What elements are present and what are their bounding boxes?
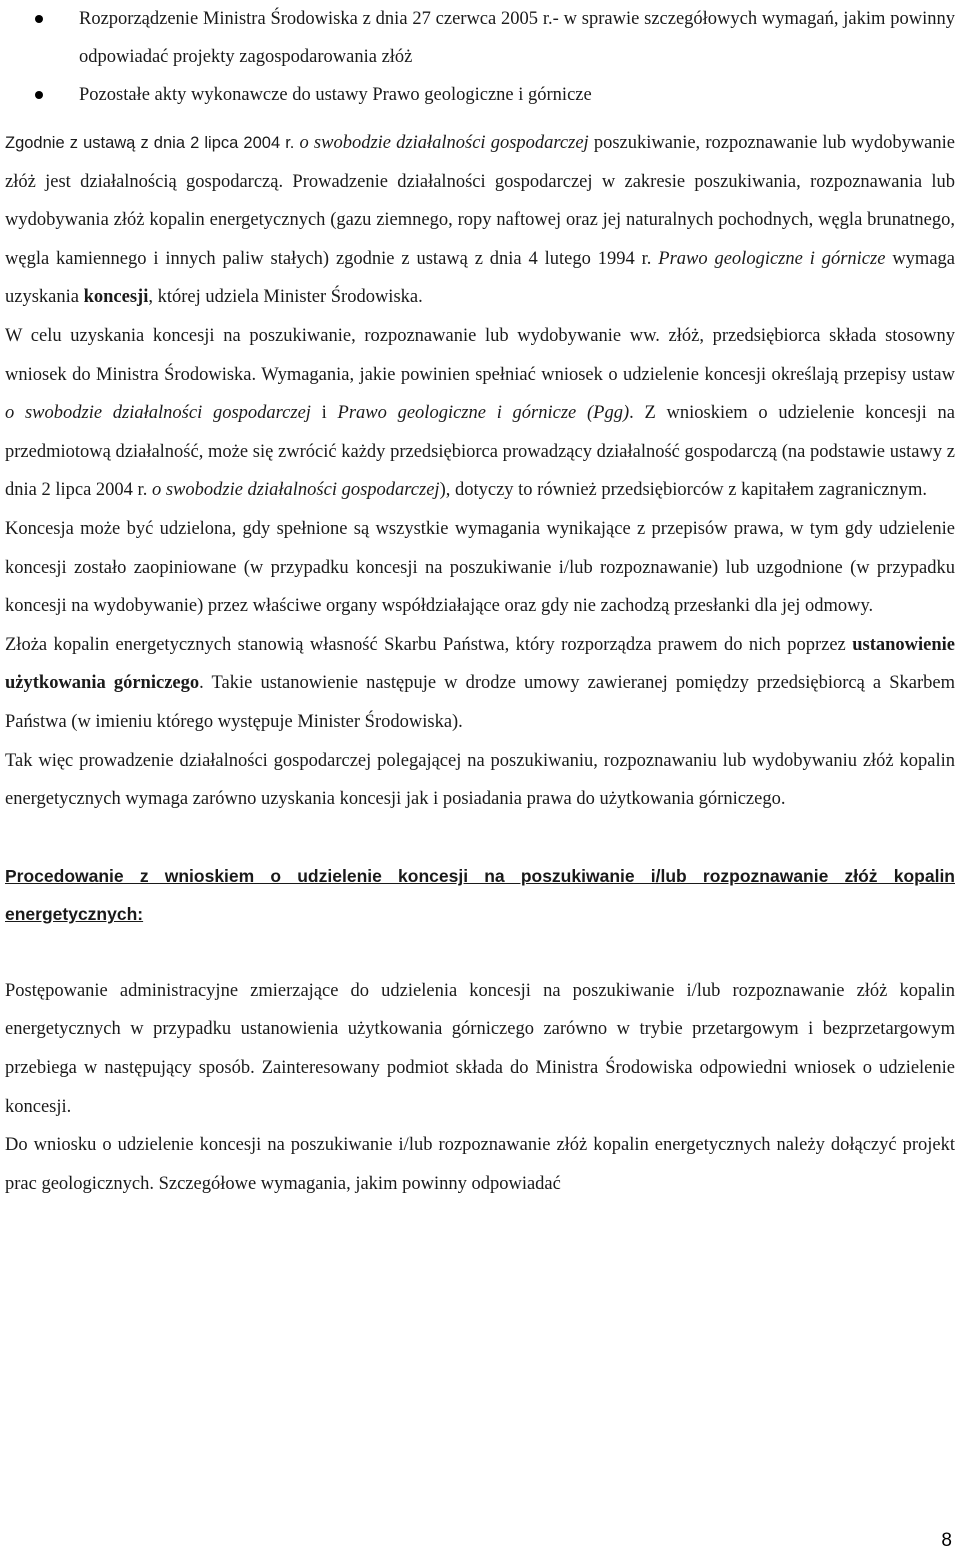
section-heading: Procedowanie z wnioskiem o udzielenie koncesji na poszukiwanie i/lub rozpoznawanie złóż kopalin energetycznych: [5, 865, 955, 925]
paragraph-podsumowanie: Tak więc prowadzenie działalności gospodarczej polegającej na poszukiwaniu, rozpoznawaniu lub wydobywaniu złóż kopalin energetycznych wymaga zarówno uzyskania koncesji jak i posiadania prawa do użytkowania górniczego. [5, 750, 955, 810]
bold-term: koncesji [83, 287, 149, 308]
list-item-text: Pozostałe akty wykonawcze do ustawy Prawo geologiczne i górnicze [79, 85, 592, 105]
list-item [5, 76, 955, 114]
text-span: ), dotyczy to również przedsiębiorców z kapitałem zagranicznym. [439, 480, 928, 501]
document-page [5, 0, 955, 1203]
paragraph-warunki: Koncesja może być udzielona, gdy spełnione są wszystkie wymagania wynikające z przepisów prawa, w tym gdy udzielenie koncesji zostało zaopiniowane (w przypadku koncesji na poszukiwanie i/lub rozpoznawanie) lub uzgodnione (w przypadku koncesji na wydobywanie) przez właściwe organy współdziałające oraz gdy nie zachodzą przesłanki dla jej odmowy. [5, 518, 955, 617]
paragraph-postepowanie: Postępowanie administracyjne zmierzające do udzielenia koncesji na poszukiwanie i/lub rozpoznawanie złóż kopalin energetycznych w przypadku ustanowienia użytkowania górniczego zarówno w trybie przetargowym i bezprzetargowym przebiega w następujący sposób. Zainteresowany podmiot składa do Ministra Środowiska odpowiedni wniosek o udzielenie koncesji. [5, 980, 955, 1117]
italic-act-title: Prawo geologiczne i górnicze (Pgg) [337, 403, 630, 424]
paragraph-wniosek [5, 317, 955, 510]
text-span: , której udziela Minister Środowiska. [148, 287, 423, 308]
text-span: . Z wnioskiem o udzielenie koncesji na przedmiotową działalność, może się zwrócić każdy przedsiębiorca prowadzący działalność gospodarczą (na podstawie ustawy z dnia 2 lipca 2004 r. [5, 403, 955, 501]
text-span: Zgodnie z ustawą z dnia 2 lipca 2004 r. [5, 134, 295, 152]
italic-act-title: o swobodzie działalności gospodarczej [299, 133, 589, 153]
italic-act-title: o swobodzie działalności gospodarczej [151, 480, 440, 501]
text-span: wymaga uzyskania [5, 248, 955, 308]
text-span: i [321, 403, 327, 424]
list-item-text: Rozporządzenie Ministra Środowiska z dnia 27 czerwca 2005 r.- w sprawie szczegółowych wymagań, jakim powinny odpowiadać projekty zagospodarowania złóż [79, 9, 955, 67]
paragraph-projekt-prac: Do wniosku o udzielenie koncesji na poszukiwanie i/lub rozpoznawanie złóż kopalin energetycznych należy dołączyć projekt prac geologicznych. Szczegółowe wymagania, jakim powinny odpowiadać [5, 1135, 955, 1194]
bullet-icon [35, 91, 43, 99]
text-span: poszukiwanie, rozpoznawanie lub wydobywanie złóż jest działalnością gospodarczą. [5, 133, 955, 192]
bullet-list [5, 0, 955, 114]
italic-act-title: o swobodzie działalności gospodarczej [5, 403, 311, 424]
bold-term: ustanowienie użytkowania górniczego [5, 634, 955, 694]
italic-act-title: Prawo geologiczne i górnicze [658, 248, 886, 269]
paragraph-koncesja-intro [5, 124, 955, 317]
list-item [5, 0, 955, 76]
bullet-icon [35, 15, 43, 23]
text-span: Prowadzenie działalności gospodarczej w zakresie poszukiwania, rozpoznawania lub wydobywania złóż kopalin energetycznych (gazu ziemnego, ropy naftowej oraz jej naturalnych pochodnych, węgla brunatnego, węgla kamiennego i innych paliw stałych) zgodnie z ustawą z dnia 4 lutego 1994 r. [5, 171, 955, 269]
paragraph-uzytkowanie [5, 626, 955, 742]
page-number: 8 [941, 1530, 952, 1551]
text-span: W celu uzyskania koncesji na poszukiwanie, rozpoznawanie lub wydobywanie ww. złóż, przedsiębiorca składa stosowny wniosek do Ministra Środowiska. Wymagania, jakie powinien spełniać wniosek o udzielenie koncesji określają przepisy ustaw [5, 325, 955, 385]
text-span: Złoża kopalin energetycznych stanowią własność Skarbu Państwa, który rozporządza prawem do nich poprzez [5, 634, 846, 655]
text-span: . Takie ustanowienie następuje w drodze umowy zawieranej pomiędzy przedsiębiorcą a Skarbem Państwa (w imieniu którego występuje Minister Środowiska). [5, 673, 955, 732]
